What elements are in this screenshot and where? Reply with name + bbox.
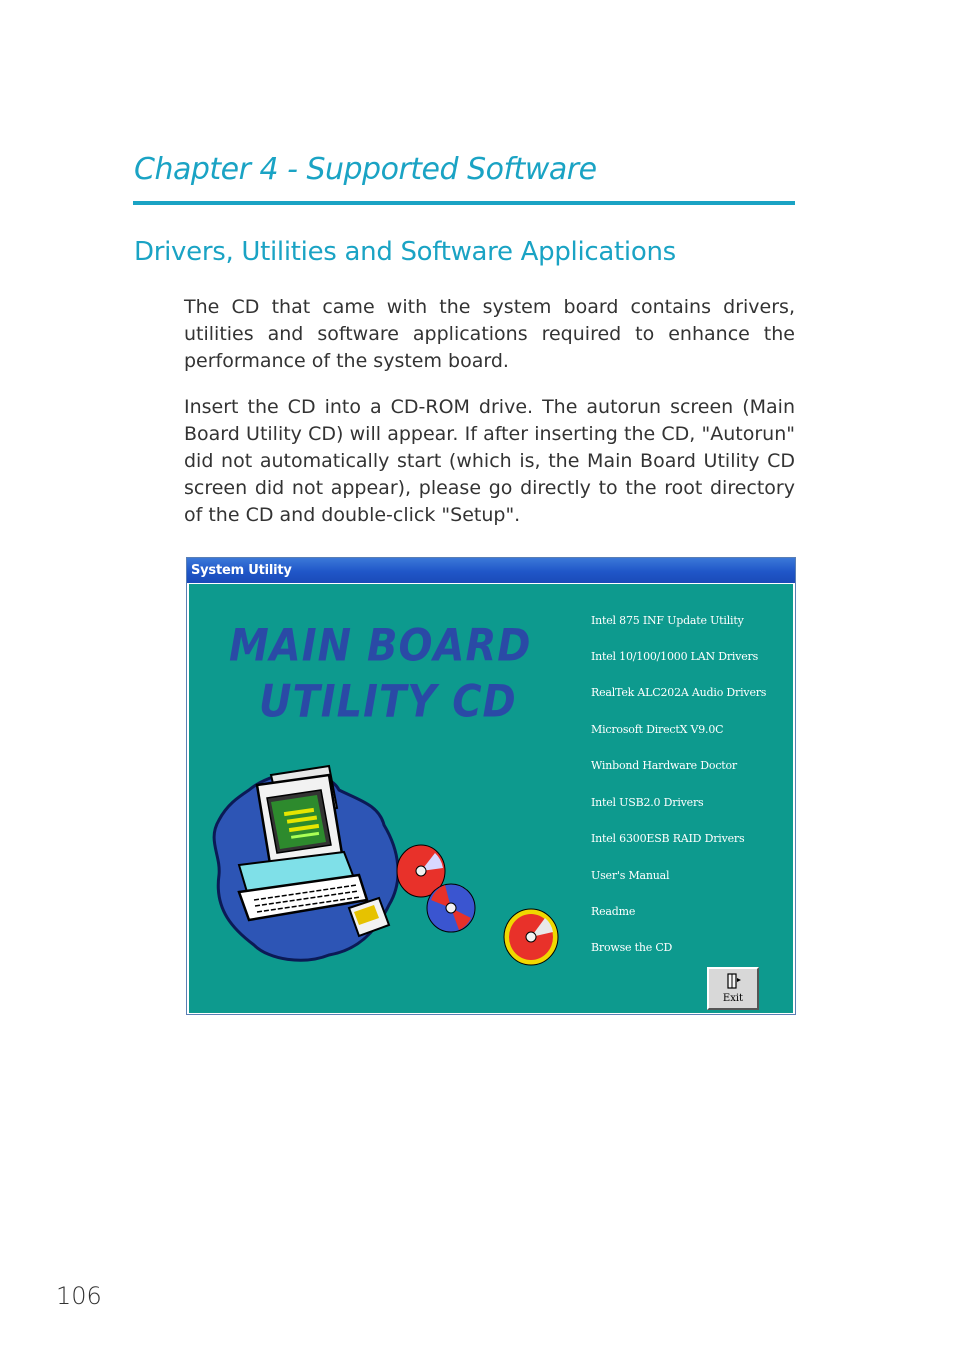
menu-item-realtek-audio[interactable]: RealTek ALC202A Audio Drivers <box>591 686 767 699</box>
section-title: Drivers, Utilities and Software Applications <box>134 237 676 267</box>
exit-button[interactable] <box>707 967 759 1010</box>
window-titlebar[interactable] <box>187 558 795 583</box>
computer-cd-illustration <box>209 760 569 990</box>
cd-disc-icon-2 <box>427 884 475 932</box>
window-client-area <box>189 584 793 1013</box>
chapter-title: Chapter 4 - Supported Software <box>134 152 597 187</box>
window-title: System Utility <box>191 563 292 578</box>
cd-disc-icon-3 <box>504 909 558 965</box>
menu-item-hardware-doctor[interactable]: Winbond Hardware Doctor <box>591 759 737 772</box>
system-utility-window <box>186 557 796 1015</box>
menu-item-readme[interactable]: Readme <box>591 905 636 918</box>
menu-item-raid-drivers[interactable]: Intel 6300ESB RAID Drivers <box>591 832 745 845</box>
logo-line-1: MAIN BOARD <box>229 620 532 672</box>
menu-item-users-manual[interactable]: User's Manual <box>591 869 670 882</box>
menu-item-intel-inf[interactable]: Intel 875 INF Update Utility <box>591 614 744 627</box>
logo-line-2: UTILITY CD <box>259 676 517 728</box>
menu-item-browse-cd[interactable]: Browse the CD <box>591 941 673 954</box>
menu-item-usb-drivers[interactable]: Intel USB2.0 Drivers <box>591 796 704 809</box>
instructions-paragraph: Insert the CD into a CD-ROM drive. The autorun screen (Main Board Utility CD) will appear. If after inserting the CD, "Autorun" did not automatically start (which is, the Main Board Utility CD screen did not appear), please go directly to the root directory of the CD and double-click "Setup". <box>184 396 795 526</box>
exit-label: Exit <box>722 993 744 1004</box>
menu-item-intel-lan[interactable]: Intel 10/100/1000 LAN Drivers <box>591 650 759 663</box>
intro-paragraph: The CD that came with the system board contains drivers, utilities and software applications required to enhance the performance of the system board. <box>184 296 795 372</box>
exit-door-icon <box>725 972 743 990</box>
menu-item-directx[interactable]: Microsoft DirectX V9.0C <box>591 723 724 736</box>
chapter-divider <box>133 201 795 205</box>
page-number: 106 <box>56 1282 102 1310</box>
